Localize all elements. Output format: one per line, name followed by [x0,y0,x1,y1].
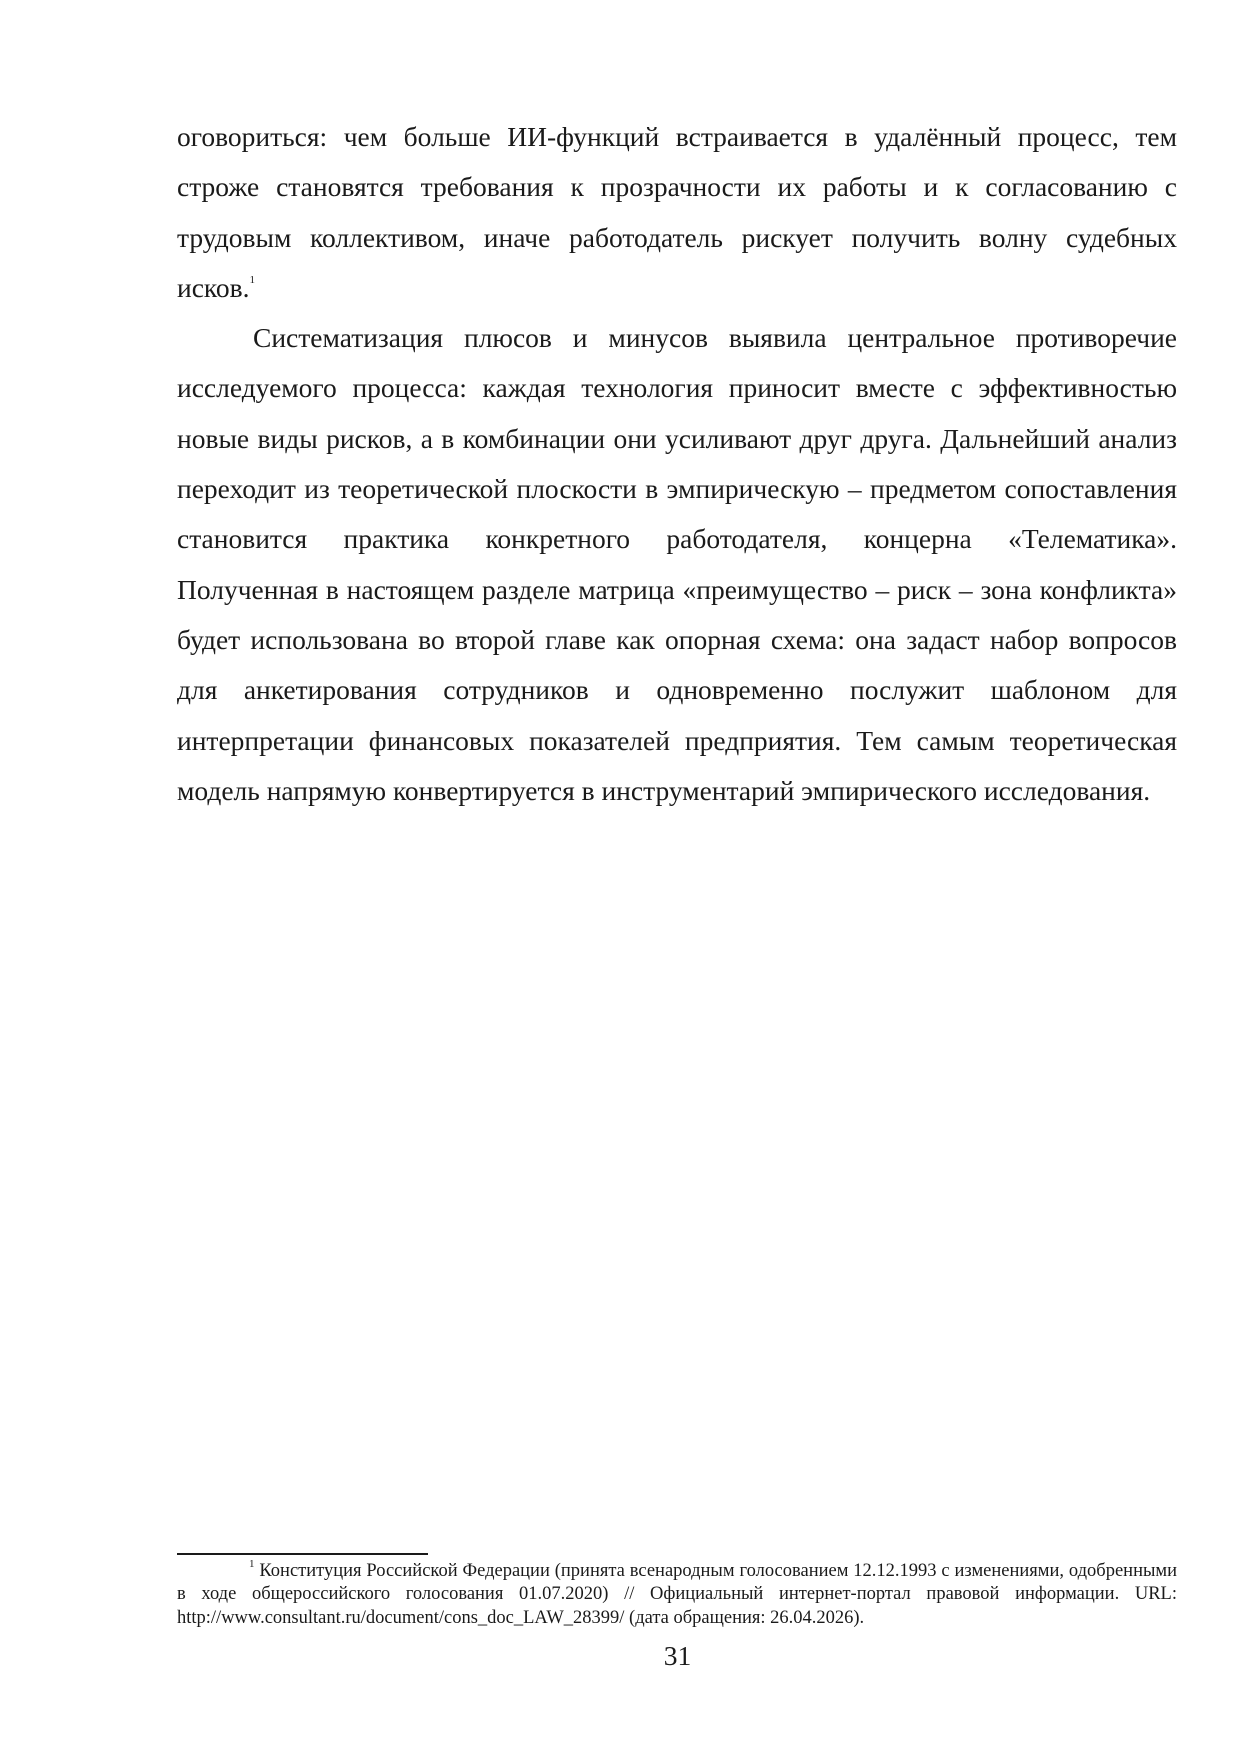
footnote-separator [177,1553,428,1555]
paragraph-text: Систематизация плюсов и минусов выявила центральное противоречие исследуемого процесса: каждая технология приносит вместе с эффективностью новые виды рисков, а в комбинации они усиливают друг друга. Дальнейший анализ переходит из теоретической плоскости в эмпирическую – предметом сопоставления становится практика конкретного работодателя, концерна «Телематика». Полученная в настоящем разделе матрица «преимущество – риск – зона конфликта» будет использована во второй главе как опорная схема: она задаст набор вопросов для анкетирования сотрудников и одновременно послужит шаблоном для интерпретации финансовых показателей предприятия. Тем самым теоретическая модель напрямую конвертируется в инструментарий эмпирического исследования. [177,322,1177,806]
page-number: 31 [663,1640,692,1671]
paragraph-text: оговориться: чем больше ИИ-функций встраивается в удалённый процесс, тем строже становятся требования к прозрачности их работы и к согласованию с трудовым коллективом, иначе работодатель рискует получить волну судебных исков. [177,121,1177,303]
body-text [177,112,1177,816]
footnote-text: Конституция Российской Федерации (принята всенародным голосованием 12.12.1993 с изменениями, одобренными в ходе общероссийского голосования 01.07.2020) // Официальный интернет-портал правовой информации. URL: http://www.consultant.ru/document/cons_doc_LAW_28399/ (дата обращения: 26.04.2026). [177,1561,1178,1628]
footnote-mark: 1 [249,1557,255,1570]
footnote-reference[interactable]: 1 [249,273,255,286]
footnote [177,1557,1178,1630]
paragraph-systematization [177,313,1177,816]
paragraph-continuation [177,112,1177,313]
